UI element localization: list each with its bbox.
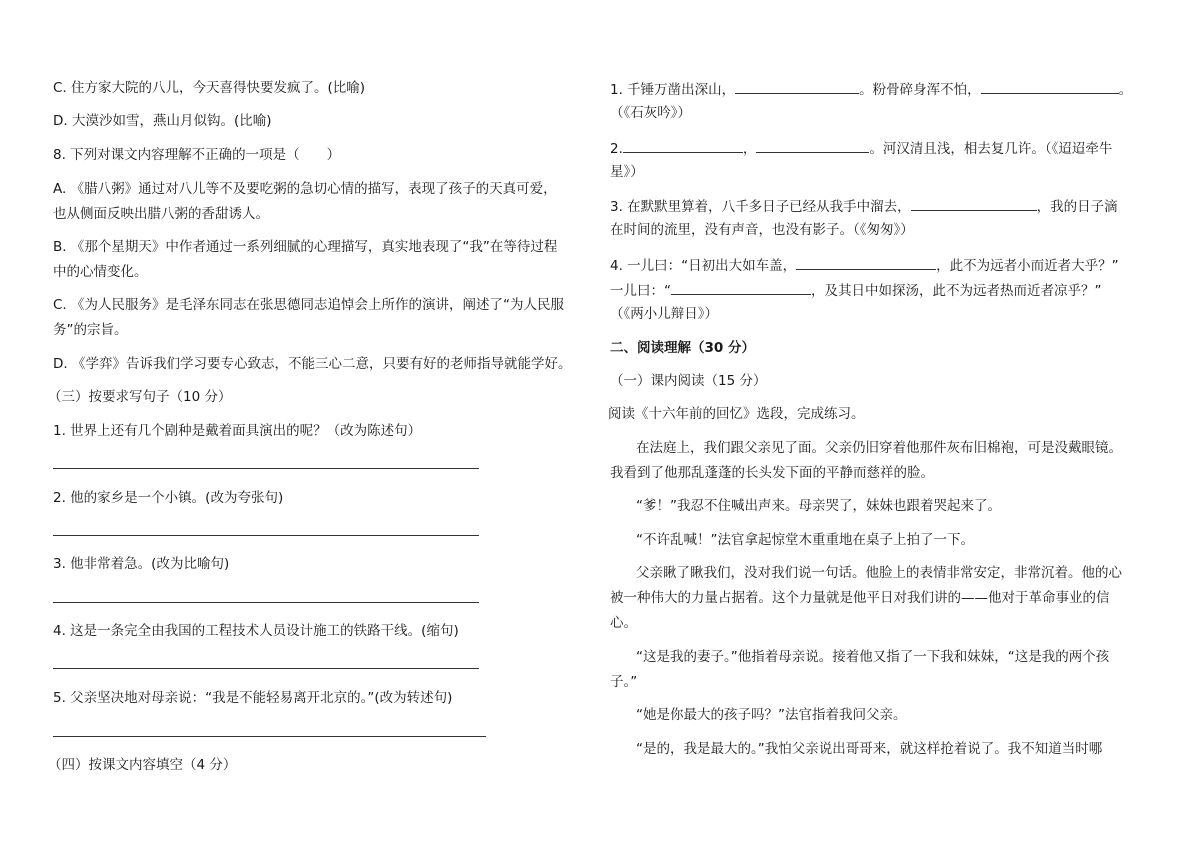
passage-line: “爹！”我忍不住喊出声来。母亲哭了，妹妹也跟着哭起来了。: [636, 498, 1001, 514]
passage-line: 心。: [610, 615, 637, 631]
fill-1-prefix: 1. 千锤万凿出深山，: [610, 82, 736, 98]
answer-line-4[interactable]: [53, 668, 479, 669]
answer-line-3[interactable]: [53, 602, 479, 603]
fill-4-source: （《两小儿辩日》）: [610, 306, 718, 322]
fill-3-end: ，我的日子滴: [1036, 199, 1118, 215]
part-2-heading: 二、阅读理解（30 分）: [610, 340, 755, 356]
passage-line: 子。”: [610, 674, 638, 690]
fill-4-blank-b[interactable]: [671, 280, 811, 295]
q8-option-c-line2: 务”的宗旨。: [53, 322, 128, 338]
rewrite-question-1: 1. 世界上还有几个剧种是戴着面具演出的呢？（改为陈述句）: [53, 423, 422, 439]
fill-3-line: [610, 196, 1118, 216]
rewrite-question-3: 3. 他非常着急。(改为比喻句): [53, 556, 230, 572]
answer-line-1[interactable]: [53, 468, 479, 469]
passage-line: “她是你最大的孩子吗？”法官指着我问父亲。: [636, 707, 907, 723]
fill-3-prefix: 3. 在默默里算着，八千多日子已经从我手中溜去，: [610, 199, 911, 215]
passage-line: 我看到了他那乱蓬蓬的长头发下面的平静而慈祥的脸。: [610, 465, 934, 481]
fill-1-source: （《石灰吟》）: [610, 105, 691, 121]
answer-line-5[interactable]: [53, 736, 486, 737]
fill-1-middle: 。粉骨碎身浑不怕，: [859, 82, 981, 98]
q8-option-b-line2: 中的心情变化。: [53, 264, 148, 280]
answer-line-2[interactable]: [53, 535, 479, 536]
fill-3-blank[interactable]: [911, 196, 1037, 211]
passage-line: “是的，我是最大的。”我怕父亲说出哥哥来，就这样抢着说了。我不知道当时哪: [636, 741, 1103, 757]
option-d: D. 大漠沙如雪，燕山月似钩。(比喻): [53, 113, 272, 129]
fill-3-line2: 在时间的流里，没有声音，也没有影子。（《匆匆》）: [610, 222, 914, 238]
q8-option-d: D. 《学弈》告诉我们学习要专心致志，不能三心二意，只要有好的老师指导就能学好。: [53, 356, 572, 372]
q8-option-c-line1: C. 《为人民服务》是毛泽东同志在张思德同志追悼会上所作的演讲，阐述了“为人民服: [53, 297, 565, 313]
rewrite-question-5: 5. 父亲坚决地对母亲说：“我是不能轻易离开北京的。”(改为转述句): [53, 690, 453, 706]
fill-1-line: [610, 79, 1132, 99]
fill-2-blank-a[interactable]: [623, 138, 743, 153]
fill-4-line2: [610, 280, 1102, 300]
fill-1-end: 。: [1118, 82, 1133, 98]
fill-4-line: [610, 255, 1119, 275]
passage-line: 被一种伟大的力量占据着。这个力量就是他平日对我们讲的——他对于革命事业的信: [610, 590, 1110, 606]
fill-4-end2: ，及其日中如探汤，此不为远者热而近者凉乎？”: [811, 283, 1102, 299]
reading-instruction: 阅读《十六年前的回忆》选段，完成练习。: [608, 406, 865, 422]
fill-4-prefix2: 一儿曰：“: [610, 283, 671, 299]
passage-line: “不许乱喊！”法官拿起惊堂木重重地在桌子上拍了一下。: [636, 532, 974, 548]
q8-option-a-line1: A. 《腊八粥》通过对八儿等不及要吃粥的急切心情的描写，表现了孩子的天真可爱，: [53, 181, 557, 197]
fill-4-blank-a[interactable]: [796, 255, 936, 270]
question-8: 8. 下列对课文内容理解不正确的一项是（ ）: [53, 147, 341, 163]
fill-2-end: 。河汉清且浅，相去复几许。（《迢迢牵牛: [869, 141, 1113, 157]
q8-option-b-line1: B. 《那个星期天》中作者通过一系列细腻的心理描写，真实地表现了“我”在等待过程: [53, 239, 558, 255]
passage-line: “这是我的妻子。”他指着母亲说。接着他又指了一下我和妹妹，“这是我的两个孩: [636, 649, 1110, 665]
fill-2-line: [610, 138, 1112, 158]
rewrite-question-4: 4. 这是一条完全由我国的工程技术人员设计施工的铁路干线。(缩句): [53, 623, 459, 639]
fill-2-middle: ，: [742, 141, 757, 157]
fill-2-blank-b[interactable]: [756, 138, 869, 153]
q8-option-a-line2: 也从侧面反映出腊八粥的香甜诱人。: [53, 206, 269, 222]
fill-1-blank-a[interactable]: [735, 79, 859, 94]
fill-4-end: ，此不为远者小而近者大乎？”: [936, 258, 1119, 274]
fill-4-prefix: 4. 一儿曰：“日初出大如车盖，: [610, 258, 797, 274]
rewrite-question-2: 2. 他的家乡是一个小镇。(改为夸张句): [53, 490, 284, 506]
fill-2-prefix: 2.: [610, 141, 623, 157]
passage-line: 在法庭上，我们跟父亲见了面。父亲仍旧穿着他那件灰布旧棉袍，可是没戴眼镜。: [636, 440, 1122, 456]
fill-2-line2: 星》）: [610, 164, 644, 180]
section-3-heading: （三）按要求写句子（10 分）: [48, 389, 232, 405]
passage-line: 父亲瞅了瞅我们，没对我们说一句话。他脸上的表情非常安定，非常沉着。他的心: [636, 565, 1122, 581]
fill-1-blank-b[interactable]: [981, 79, 1119, 94]
option-c: C. 住方家大院的八儿，今天喜得快要发疯了。(比喻): [53, 80, 366, 96]
reading-1-heading: （一）课内阅读（15 分）: [610, 373, 767, 389]
section-4-heading: （四）按课文内容填空（4 分）: [48, 757, 237, 773]
